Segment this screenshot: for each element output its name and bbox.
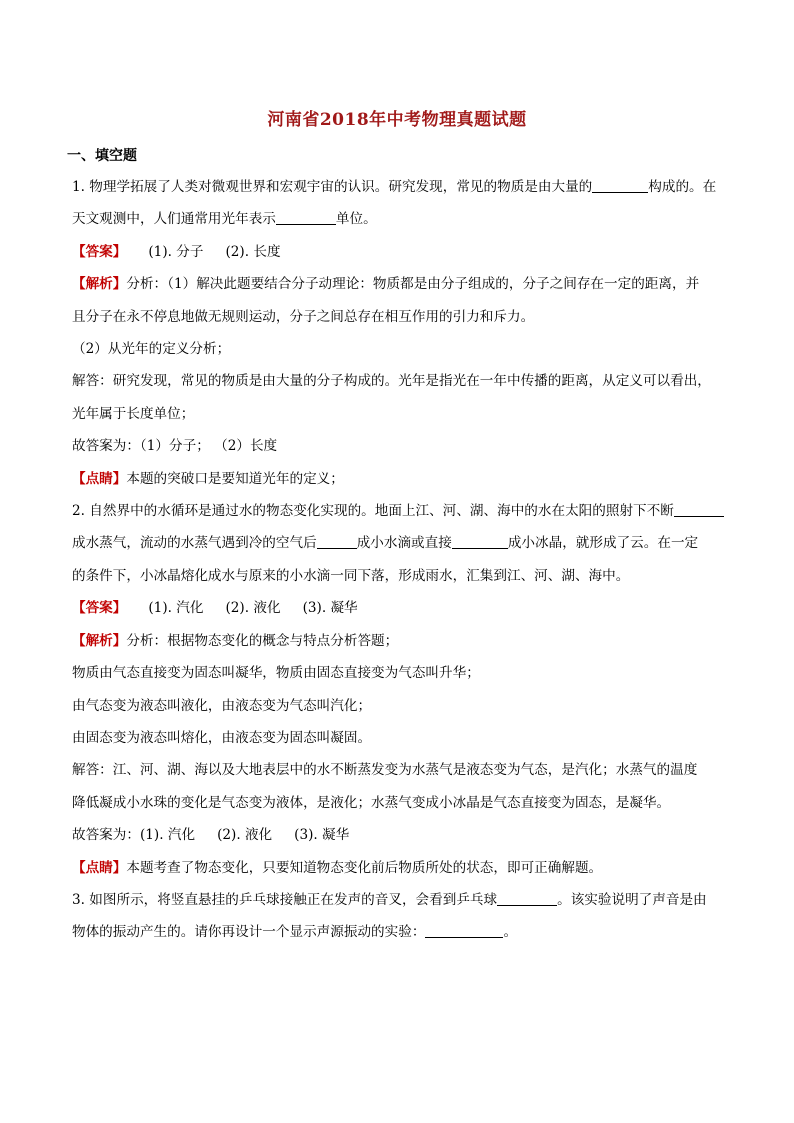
answer-blank [497,891,557,906]
answer-blank [317,534,357,549]
comment-text: 本题考查了物态变化，只要知道物态变化前后物质所处的状态，即可正确解题。 [126,859,603,876]
q1-answer [72,236,724,268]
final-label: 故答案为： [72,827,140,844]
q2-text: 成小水滴或直接 [356,535,452,552]
q2-analysis-line-1 [72,625,724,657]
q2-text: 2. 自然界中的水循环是通过水的物态变化实现的。地面上江、河、湖、海中的水在太阳的照射下不断 [72,503,674,520]
q2-analysis-line-3: 由气态变为液态叫液化，由液态变为气态叫汽化； [72,697,372,714]
q3-stem-line-2 [72,916,724,948]
q1-analysis-line-2: 且分子在永不停息地做无规则运动，分子之间总存在相互作用的引力和斥力。 [72,308,535,325]
q2-stem-line-1 [72,495,724,527]
q1-final-answer: 故答案为：（1）分子； （2）长度 [72,438,278,455]
q2-solution-line-1: 解答：江、河、湖、海以及大地表层中的水不断蒸发变为水蒸气是液态变为气态，是汽化；水蒸气的温度 [72,762,698,779]
page-title: 河南省2018年中考物理真题试题 [267,110,527,130]
answer-blank [425,923,503,938]
q1-comment [72,463,724,495]
q1-text: 单位。 [335,211,377,228]
q2-analysis-line-4: 由固态变为液态叫熔化，由液态变为固态叫凝固。 [72,729,372,746]
q1-stem-line-1 [72,171,724,203]
q2-stem-line-3: 的条件下，小冰晶熔化成水与原来的小水滴一同下落，形成雨水，汇集到江、河、湖、海中。 [72,567,630,584]
q2-answer [72,592,724,624]
question-list [72,171,724,949]
answer-item: (1). 汽化 [148,600,204,617]
answer-item: (1). 分子 [148,243,204,260]
analysis-tag: 【解析】 [72,276,127,293]
section-heading: 一、填空题 [67,148,137,164]
q1-solution-line-1: 解答：研究发现，常见的物质是由大量的分子构成的。光年是指光在一年中传播的距离，从定义可以看出， [72,373,711,390]
q1-solution-line-2: 光年属于长度单位； [72,405,195,422]
answer-tag: 【答案】 [72,243,127,260]
q2-final-answer [72,819,724,851]
q1-text: 天文观测中，人们通常用光年表示 [72,211,276,228]
q1-text: 构成的。在 [648,179,717,195]
answer-blank [674,502,724,517]
answer-tag: 【答案】 [72,600,127,617]
comment-tag: 【点睛】 [72,859,127,876]
comment-text: 本题的突破口是要知道光年的定义； [126,470,344,487]
q1-stem-line-2 [72,203,724,235]
q3-text: 物体的振动产生的。请你再设计一个显示声源振动的实验： [72,924,426,941]
q2-analysis-line-2: 物质由气态直接变为固态叫凝华，物质由固态直接变为气态叫升华； [72,665,480,682]
q2-stem-line-2 [72,527,724,559]
q2-text: 成水蒸气，流动的水蒸气遇到冷的空气后 [72,535,317,552]
q2-solution-line-2: 降低凝成小水珠的变化是气态变为液体，是液化；水蒸气变成小冰晶是气态直接变为固态，是凝华。 [72,794,671,811]
q1-analysis-line-3: （2）从光年的定义分析； [72,341,231,358]
q2-text: 成小冰晶，就形成了云。在一定 [507,535,699,552]
analysis-tag: 【解析】 [72,632,127,649]
answer-blank [592,178,648,193]
q1-text: 1. 物理学拓展了人类对微观世界和宏观宇宙的认识。研究发现，常见的物质是由大量的 [72,179,593,195]
final-item: (2). 液化 [217,827,273,844]
answer-blank [452,534,508,549]
q3-text: 。 [503,924,518,941]
analysis-text: 分析：（1）解决此题要结合分子动理论：物质都是由分子组成的，分子之间存在一定的距离，并 [126,276,700,293]
answer-item: (3). 凝华 [302,600,358,617]
q1-analysis-line-1 [72,268,724,300]
answer-blank [276,210,336,225]
comment-tag: 【点睛】 [72,470,127,487]
q3-text: 。该实验说明了声音是由 [557,891,707,908]
final-item: (3). 凝华 [294,827,350,844]
q2-comment [72,852,724,884]
analysis-text: 分析：根据物态变化的概念与特点分析答题； [126,632,399,649]
answer-item: (2). 长度 [225,243,281,260]
answer-item: (2). 液化 [225,600,281,617]
q3-text: 3. 如图所示，将竖直悬挂的乒乓球接触正在发声的音叉，会看到乒乓球 [72,891,498,908]
final-item: (1). 汽化 [139,827,196,844]
q3-stem-line-1 [72,884,724,916]
